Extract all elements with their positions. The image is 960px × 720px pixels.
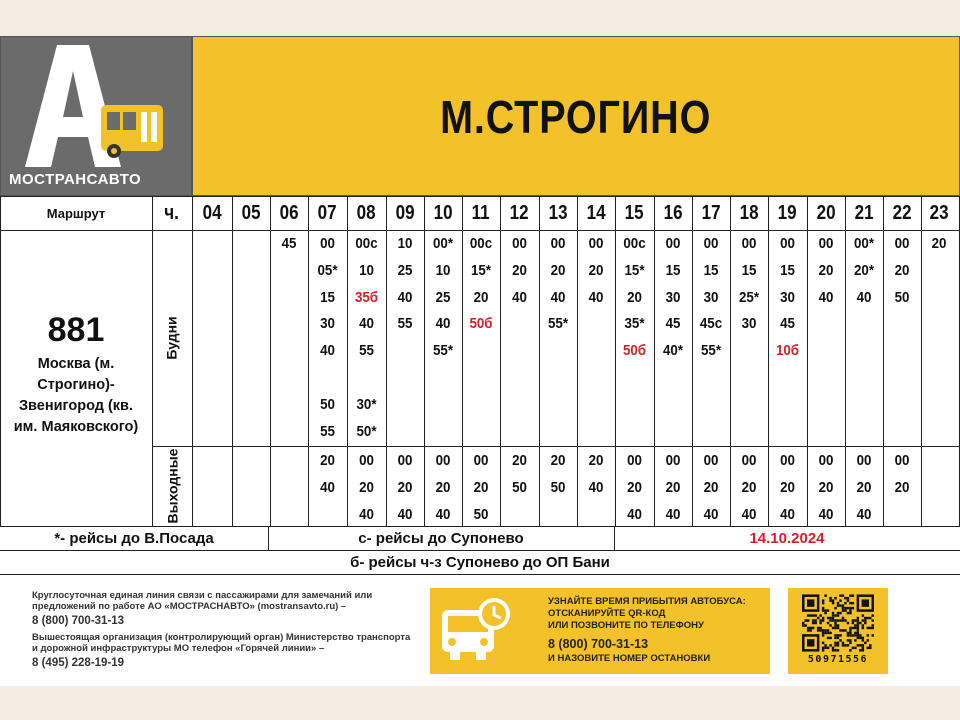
departure-time: 00 — [550, 236, 566, 252]
hour-header-12: 12 — [510, 201, 529, 224]
ministry-text: Вышестоящая организация (контролирующий орган) Министерство транспорта и дорожной инфраструктуры МО телефон «Горячей линии» – — [32, 632, 411, 654]
logo-text: МОСТРАНСАВТО — [9, 171, 142, 188]
departure-time: 50 — [512, 479, 527, 496]
departure-time: 20 — [627, 289, 642, 306]
departure-time: 40* — [662, 343, 684, 360]
departure-time: 40 — [856, 289, 872, 306]
hour-header-04: 04 — [202, 201, 222, 224]
departure-time: 00 — [397, 453, 413, 469]
departure-time: 40 — [741, 506, 757, 523]
departure-time: 40 — [320, 343, 335, 360]
bus-clock-icon — [438, 596, 518, 666]
departure-time: 40 — [856, 506, 872, 523]
departure-time: 20 — [588, 262, 604, 279]
footer — [0, 588, 960, 686]
departure-time: 45 — [665, 316, 681, 333]
departure-time: 20 — [818, 479, 834, 496]
departure-time: 00* — [853, 236, 875, 252]
departure-time: 20 — [512, 453, 527, 469]
departure-time: 40 — [588, 289, 604, 306]
departure-time: 35* — [624, 316, 645, 333]
departure-time: 55 — [397, 316, 413, 333]
departure-time: 00 — [435, 453, 451, 469]
departure-time: 50б — [469, 316, 493, 333]
arrival-line-2: ОТСКАНИРУЙТЕ QR-КОД — [548, 608, 666, 619]
departure-time: 40 — [588, 479, 604, 496]
hour-header-08: 08 — [357, 201, 376, 224]
hour-header-22: 22 — [892, 201, 912, 224]
arrival-line-4: И НАЗОВИТЕ НОМЕР ОСТАНОВКИ — [548, 653, 711, 664]
departure-time: 50 — [320, 396, 335, 413]
ministry-phone: 8 (495) 228-19-19 — [32, 657, 125, 669]
weekends-label: Выходные — [164, 448, 180, 524]
departure-time: 10б — [775, 343, 800, 360]
departure-time: 50 — [473, 506, 489, 523]
hour-header-23: 23 — [929, 201, 949, 224]
hotline-text: Круглосуточная единая линия связи с пассажирами для замечаний или предложений по работе АО «МОСТРАСНАВТО» (mostransavto.ru) – — [32, 590, 373, 612]
departure-time: 15 — [665, 262, 681, 279]
departure-time: 40 — [435, 506, 451, 523]
departure-time: 25 — [397, 262, 413, 279]
hour-header-21: 21 — [854, 201, 874, 224]
hour-header-18: 18 — [739, 201, 759, 224]
note-b: б- рейсы ч-з Супонево до ОП Бани — [350, 553, 610, 571]
grid-line — [0, 230, 960, 231]
note-c: с- рейсы до Супонево — [358, 529, 524, 547]
route-column-header: Маршрут — [46, 205, 106, 221]
departure-time: 40 — [435, 316, 451, 333]
hour-header-11: 11 — [472, 201, 490, 224]
departure-time: 40 — [359, 316, 374, 333]
departure-time: 05* — [317, 262, 338, 279]
departure-time: 00 — [359, 453, 374, 469]
departure-time: 30 — [741, 316, 757, 333]
hour-header-05: 05 — [241, 201, 261, 224]
departure-time: 00 — [818, 453, 834, 469]
departure-time: 20 — [588, 453, 604, 469]
arrival-text — [548, 596, 766, 665]
stop-title-banner — [192, 36, 960, 196]
hour-header-10: 10 — [433, 201, 453, 224]
departure-time: 15 — [320, 289, 335, 306]
departure-time: 50 — [894, 289, 910, 306]
departure-time: 40 — [780, 506, 795, 523]
departure-time: 40 — [320, 479, 335, 496]
departure-time: 40 — [550, 289, 566, 306]
departure-time: 00 — [856, 453, 872, 469]
departure-time: 00 — [627, 453, 642, 469]
departure-time: 20 — [894, 262, 910, 279]
qr-panel — [788, 588, 888, 674]
grid-line — [0, 196, 1, 526]
departure-time: 20 — [818, 262, 834, 279]
hour-header-14: 14 — [586, 201, 606, 224]
departure-time: 20 — [359, 479, 374, 496]
departure-time: 10 — [435, 262, 451, 279]
grid-line — [152, 446, 960, 447]
departure-time: 20 — [397, 479, 413, 496]
departure-time: 30 — [780, 289, 795, 306]
departure-time: 55* — [432, 343, 454, 360]
departure-time: 00 — [703, 453, 719, 469]
departure-time: 00с — [469, 236, 493, 252]
departure-time: 00* — [432, 236, 454, 252]
departure-time: 20 — [856, 479, 872, 496]
arrival-line-3: ИЛИ ПОЗВОНИТЕ ПО ТЕЛЕФОНУ — [548, 620, 704, 631]
departure-time: 00 — [741, 236, 757, 252]
departure-time: 40 — [818, 506, 834, 523]
departure-time: 50б — [622, 343, 647, 360]
note-star: *- рейсы до В.Посада — [54, 529, 214, 547]
departure-time: 15* — [624, 262, 645, 279]
departure-time: 40 — [512, 289, 527, 306]
departure-time: 15 — [703, 262, 719, 279]
hour-header-16: 16 — [663, 201, 683, 224]
timetable-sheet — [0, 36, 960, 686]
departure-time: 20 — [473, 479, 489, 496]
departure-time: 40 — [818, 289, 834, 306]
departure-time: 00с — [623, 236, 646, 252]
stop-code: 50971556 — [807, 654, 869, 665]
departure-time: 00с — [355, 236, 378, 252]
hour-header-06: 06 — [279, 201, 299, 224]
departure-time: 20* — [853, 262, 875, 279]
departure-time: 25 — [435, 289, 451, 306]
departure-time: 45с — [699, 316, 723, 333]
departure-time: 15 — [780, 262, 795, 279]
hour-header-13: 13 — [548, 201, 568, 224]
departure-time: 20 — [741, 479, 757, 496]
departure-time: 55 — [359, 343, 374, 360]
departure-time: 00 — [894, 236, 910, 252]
departure-time: 00 — [473, 453, 489, 469]
hotline-phone: 8 (800) 700-31-13 — [32, 615, 125, 627]
departure-time: 00 — [665, 236, 681, 252]
departure-time: 20 — [435, 479, 451, 496]
departure-time: 20 — [894, 479, 910, 496]
hour-header-20: 20 — [816, 201, 836, 224]
departure-time: 20 — [627, 479, 642, 496]
departure-time: 15 — [741, 262, 757, 279]
departure-time: 00 — [780, 236, 795, 252]
legend-notes — [0, 526, 960, 574]
departure-time: 20 — [550, 262, 566, 279]
departure-time: 45 — [780, 316, 795, 333]
hour-column-header: ч. — [164, 201, 180, 224]
hour-header-09: 09 — [395, 201, 415, 224]
stop-title: М.СТРОГИНО — [440, 91, 712, 143]
departure-time: 00 — [703, 236, 719, 252]
hour-header-07: 07 — [318, 201, 337, 224]
departure-time: 20 — [931, 236, 947, 252]
bus-icon — [99, 99, 165, 161]
departure-time: 20 — [550, 453, 566, 469]
departure-time: 20 — [665, 479, 681, 496]
departure-time: 00 — [588, 236, 604, 252]
departure-time: 30 — [703, 289, 719, 306]
departure-time: 10 — [359, 262, 374, 279]
departure-time: 55 — [320, 423, 335, 440]
departure-time: 30 — [320, 316, 335, 333]
departure-time: 50* — [356, 423, 377, 440]
grid-line — [152, 196, 153, 526]
hotline-info — [32, 590, 412, 674]
departure-time: 30* — [356, 396, 377, 413]
departure-time: 00 — [512, 236, 527, 252]
route-number: 881 — [47, 311, 105, 349]
qr-code-icon[interactable] — [802, 594, 874, 652]
schedule-date: 14.10.2024 — [749, 529, 825, 547]
departure-time: 40 — [665, 506, 681, 523]
mostransavto-logo — [0, 36, 192, 196]
departure-time: 00 — [665, 453, 681, 469]
departure-time: 45 — [281, 236, 297, 252]
departure-time: 50 — [550, 479, 566, 496]
departure-time: 00 — [818, 236, 834, 252]
arrival-phone: 8 (800) 700-31-13 — [548, 637, 649, 651]
departure-time: 40 — [359, 506, 374, 523]
departure-time: 00 — [780, 453, 795, 469]
timetable-grid — [0, 196, 960, 526]
weekdays-label: Будни — [164, 316, 181, 360]
grid-line — [232, 196, 233, 526]
departure-time: 35б — [354, 289, 379, 306]
departure-time: 40 — [397, 289, 413, 306]
departure-time: 20 — [473, 289, 489, 306]
hour-header-15: 15 — [625, 201, 644, 224]
departure-time: 40 — [397, 506, 413, 523]
departure-time: 20 — [320, 453, 335, 469]
departure-time: 40 — [627, 506, 642, 523]
departure-time: 20 — [780, 479, 795, 496]
departure-time: 15* — [470, 262, 492, 279]
departure-time: 10 — [397, 236, 413, 252]
route-description: Москва (м. Строгино)- Звенигород (кв. им. Маяковского) — [13, 356, 139, 435]
departure-time: 55* — [547, 316, 569, 333]
departure-time: 20 — [703, 479, 719, 496]
departure-time: 40 — [703, 506, 719, 523]
departure-time: 20 — [512, 262, 527, 279]
departure-time: 55* — [700, 343, 722, 360]
departure-time: 25* — [738, 289, 760, 306]
departure-time: 00 — [894, 453, 910, 469]
arrival-info-panel — [430, 588, 770, 674]
departure-time: 00 — [741, 453, 757, 469]
hour-header-19: 19 — [778, 201, 797, 224]
hour-header-17: 17 — [701, 201, 721, 224]
grid-line — [192, 196, 193, 526]
departure-time: 30 — [665, 289, 681, 306]
arrival-line-1: УЗНАЙТЕ ВРЕМЯ ПРИБЫТИЯ АВТОБУСА: — [548, 596, 746, 607]
departure-time: 00 — [320, 236, 335, 252]
